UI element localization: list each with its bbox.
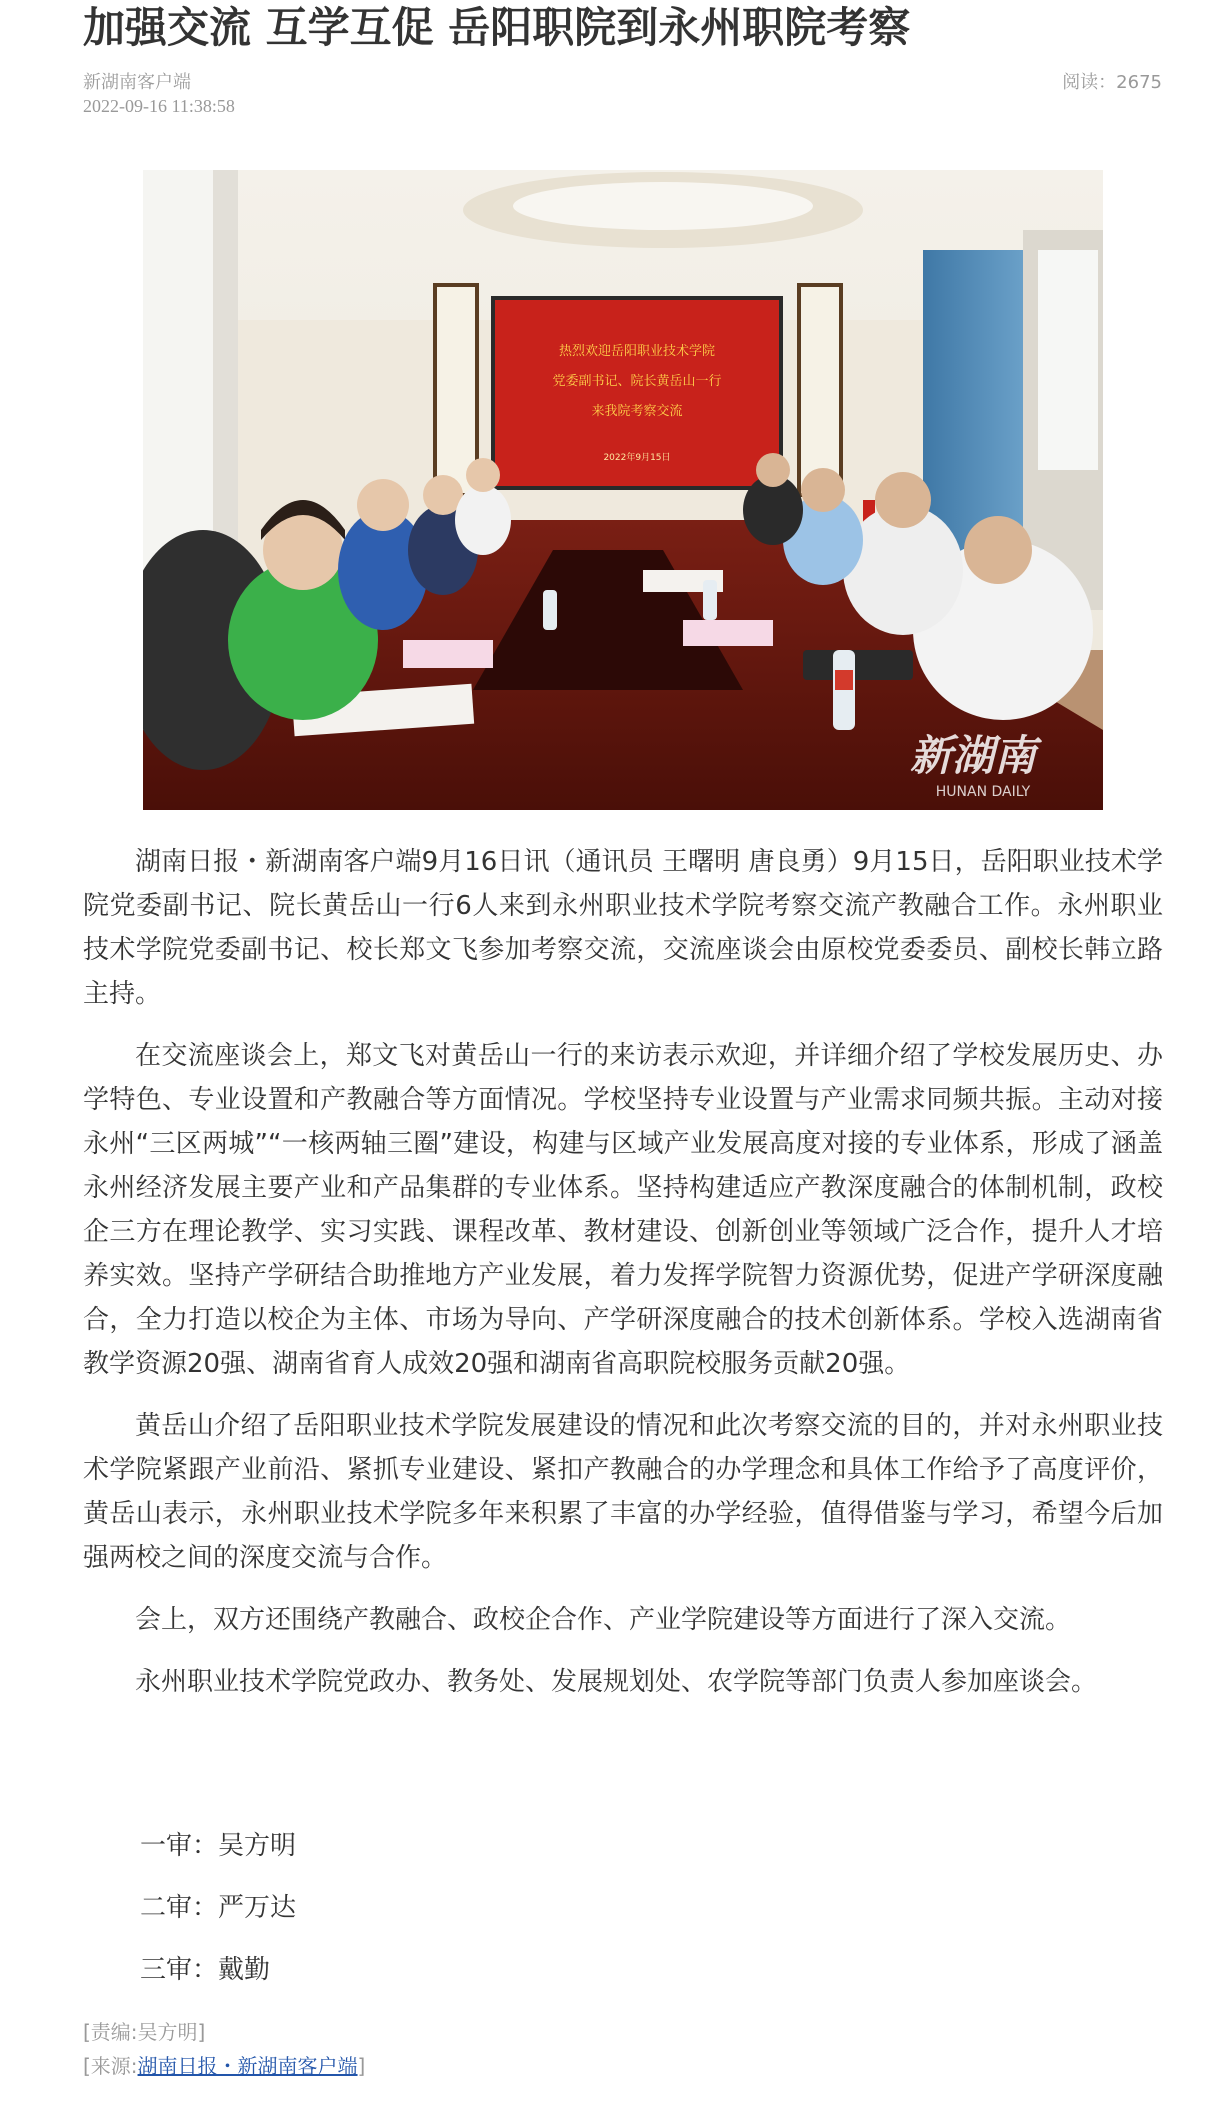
article-source: 新湖南客户端 xyxy=(83,72,191,93)
photo-watermark-en: HUNAN DAILY xyxy=(935,784,1031,800)
banner-line-1: 热烈欢迎岳阳职业技术学院 xyxy=(558,344,716,359)
article-paragraph: 会上，双方还围绕产教融合、政校企合作、产业学院建设等方面进行了深入交流。 xyxy=(135,1605,1072,1635)
article-paragraph: 在交流座谈会上，郑文飞对黄岳山一行的来访表示欢迎，并详细介绍了学校发展历史、办学特色、专业设置和产教融合等方面情况。学校坚持专业设置与产业需求同频共振。主动对接永州“三区两城”“一核两轴三圈”建设，构建与区域产业发展高度对接的专业体系，形成了涵盖永州经济发展主要产业和产品集群的专业体系。坚持构建适应产教深度融合的体制机制，政校企三方在理论教学、实习实践、课程改革、教材建设、创新创业等领域广泛合作，提升人才培养实效。坚持产学研结合助推地方产业发展，着力发挥学院智力资源优势，促进产学研深度融合，全力打造以校企为主体、市场为导向、产学研深度融合的技术创新体系。学校入选湖南省教学资源20强、湖南省育人成效20强和湖南省高职院校服务贡献20强。 xyxy=(83,1041,1163,1379)
read-count: 阅读：2675 xyxy=(1062,72,1162,93)
source-credit xyxy=(83,2049,365,2083)
source-close: ] xyxy=(357,2054,366,2078)
banner-line-2: 党委副书记、院长黄岳山一行 xyxy=(552,374,722,389)
source-label: [来源: xyxy=(83,2054,138,2078)
article-paragraph: 湖南日报・新湖南客户端9月16日讯（通讯员 王曙明 唐良勇）9月15日，岳阳职业技术学院党委副书记、院长黄岳山一行6人来到永州职业技术学院考察交流产教融合工作。永州职业技术学院党委副书记、校长郑文飞参加考察交流，交流座谈会由原校党委委员、副校长韩立路主持。 xyxy=(83,847,1163,1009)
review-list xyxy=(140,1830,296,2016)
article-paragraph: 黄岳山介绍了岳阳职业技术学院发展建设的情况和此次考察交流的目的，并对永州职业技术学院紧跟产业前沿、紧抓专业建设、紧扣产教融合的办学理念和具体工作给予了高度评价，黄岳山表示，永州职业技术学院多年来积累了丰富的办学经验，值得借鉴与学习，希望今后加强两校之间的深度交流与合作。 xyxy=(83,1411,1163,1573)
source-link[interactable]: 湖南日报・新湖南客户端 xyxy=(137,2054,358,2078)
article-body xyxy=(83,840,1163,1722)
article-paragraph: 永州职业技术学院党政办、教务处、发展规划处、农学院等部门负责人参加座谈会。 xyxy=(135,1667,1098,1697)
banner-date: 2022年9月15日 xyxy=(603,453,671,463)
banner-line-3: 来我院考察交流 xyxy=(591,404,683,419)
review-second: 二审：严万达 xyxy=(140,1893,297,1923)
article-footer xyxy=(83,2015,365,2083)
review-first: 一审：吴方明 xyxy=(140,1831,297,1861)
article-photo xyxy=(143,170,1103,810)
editor-credit: [责编:吴方明] xyxy=(83,2020,206,2044)
article-title: 加强交流 互学互促 岳阳职院到永州职院考察 xyxy=(83,3,911,52)
photo-watermark: 新湖南 xyxy=(909,731,1037,780)
publish-time: 2022-09-16 11:38:58 xyxy=(83,96,235,116)
review-third: 三审：戴勤 xyxy=(140,1955,271,1985)
